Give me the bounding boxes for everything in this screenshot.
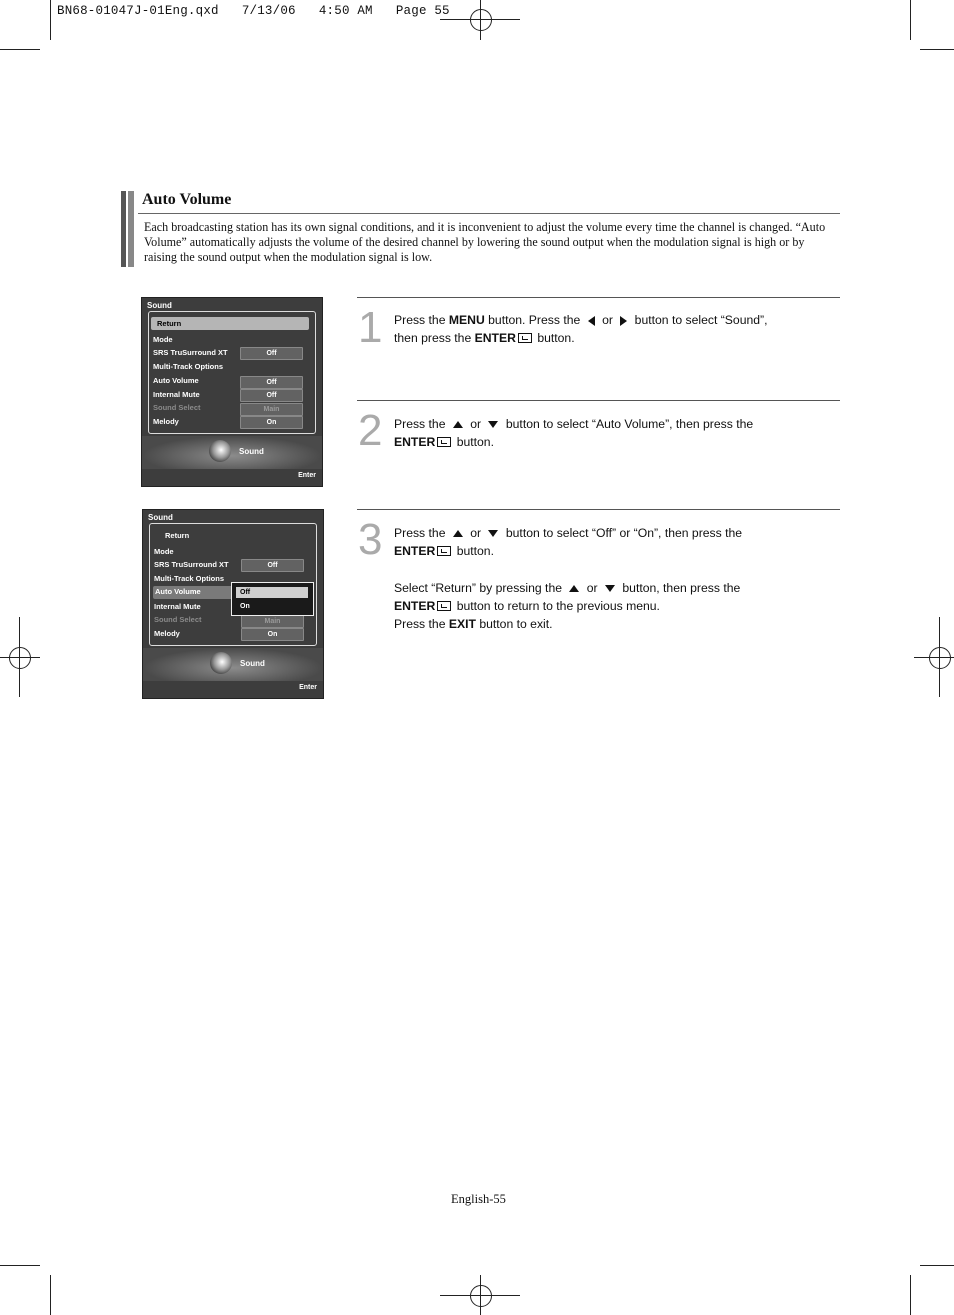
step-number: 1 (358, 303, 383, 352)
crop-mark (910, 1275, 911, 1315)
step-number: 2 (358, 406, 383, 455)
tv-menu-value: Main (241, 615, 304, 628)
tv-menu-value: On (240, 416, 303, 429)
step-divider (357, 297, 840, 298)
tv-menu-item: SRS TruSurround XT (153, 348, 228, 357)
up-arrow-icon (453, 421, 463, 428)
section-title: Auto Volume (142, 191, 232, 208)
left-arrow-icon (588, 316, 595, 326)
tv-menu-footer-label: Sound (239, 447, 264, 456)
tv-menu-title: Sound (147, 301, 172, 310)
tv-menu-title: Sound (148, 513, 173, 522)
step-1-text: Press the MENU button. Press the or button to select “Sound”, then press the ENTER button. (394, 313, 768, 345)
tv-menu-item: Melody (154, 629, 180, 638)
tv-menu-return-label: Return (157, 319, 182, 328)
registration-mark (9, 647, 31, 669)
tv-menu-item: Mode (154, 547, 174, 556)
popup-option-off: Off (236, 587, 308, 598)
step-2-text: Press the or button to select “Auto Volume”, then press the ENTER button. (394, 417, 754, 449)
step-3-text: Press the or button to select “Off” or “On”, then press the ENTER button. Select “Return” by pressing the or button, then press the ENTER button to return to the previous menu. Press the EXIT button to exit. (394, 526, 743, 631)
speaker-icon (210, 652, 232, 674)
step-number: 3 (358, 515, 383, 564)
registration-mark (470, 9, 492, 31)
tv-menu-item: Auto Volume (155, 587, 201, 596)
step-divider (357, 400, 840, 401)
tv-menu-enter-hint: Enter (298, 472, 316, 479)
option-popup (231, 582, 314, 616)
popup-option-on: On (240, 603, 250, 610)
enter-icon (437, 437, 451, 447)
crop-mark (910, 0, 911, 40)
tv-menu-item: Auto Volume (153, 376, 199, 385)
tv-menu-item: Internal Mute (154, 602, 201, 611)
tv-menu-value: Off (240, 376, 303, 389)
tv-menu-item: Melody (153, 417, 179, 426)
down-arrow-icon (488, 421, 498, 428)
registration-line (914, 657, 954, 658)
tv-menu-item: Sound Select (153, 403, 201, 412)
tv-menu-item: Multi-Track Options (154, 574, 225, 583)
tv-menu-item: Sound Select (154, 615, 202, 624)
right-arrow-icon (620, 316, 627, 326)
tv-menu-item: Multi-Track Options (153, 362, 224, 371)
tv-menu-return-row (151, 317, 309, 330)
registration-mark (929, 647, 951, 669)
tv-menu-item: Internal Mute (153, 390, 200, 399)
enter-icon (437, 601, 451, 611)
intro-paragraph: Each broadcasting station has its own signal conditions, and it is inconvenient to adjust the volume every time the channel is changed. “Auto Volume” automatically adjusts the volume of the desired channel by lowering the sound output when the modulation signal is high or by raising the sound output when the modulation signal is low. (144, 220, 826, 264)
print-header: BN68-01047J-01Eng.qxd 7/13/06 4:50 AM Page 55 (57, 4, 450, 18)
tv-menu-screenshot-1 (141, 297, 323, 487)
tv-menu-selected-row (153, 586, 233, 599)
tv-menu-return-label: Return (165, 531, 190, 540)
section-marker-bar (121, 191, 134, 267)
crop-mark (0, 1265, 40, 1266)
tv-menu-screenshot-2 (142, 509, 324, 699)
registration-line (480, 1275, 481, 1315)
registration-mark (470, 1285, 492, 1307)
tv-menu-value: Main (240, 403, 303, 416)
tv-menu-value: Off (240, 389, 303, 402)
tv-menu-footer (143, 648, 323, 681)
crop-mark (50, 0, 51, 40)
crop-mark (0, 49, 40, 50)
registration-line (480, 0, 481, 40)
enter-icon (518, 333, 532, 343)
tv-menu-footer (142, 436, 322, 469)
down-arrow-icon (488, 530, 498, 537)
speaker-icon (209, 440, 231, 462)
step-divider (357, 509, 840, 510)
down-arrow-icon (605, 585, 615, 592)
tv-menu-value: Off (241, 559, 304, 572)
enter-icon (437, 546, 451, 556)
tv-menu-value: Off (240, 347, 303, 360)
page-number: English-55 (451, 1192, 506, 1206)
title-divider (138, 213, 840, 214)
tv-menu-item: Mode (153, 335, 173, 344)
tv-menu-item: SRS TruSurround XT (154, 560, 229, 569)
tv-menu-footer-label: Sound (240, 659, 265, 668)
tv-menu-enter-hint: Enter (299, 684, 317, 691)
up-arrow-icon (453, 530, 463, 537)
crop-mark (920, 1265, 954, 1266)
tv-menu-value: On (241, 628, 304, 641)
crop-mark (50, 1275, 51, 1315)
registration-line (0, 657, 40, 658)
up-arrow-icon (569, 585, 579, 592)
crop-mark (920, 49, 954, 50)
